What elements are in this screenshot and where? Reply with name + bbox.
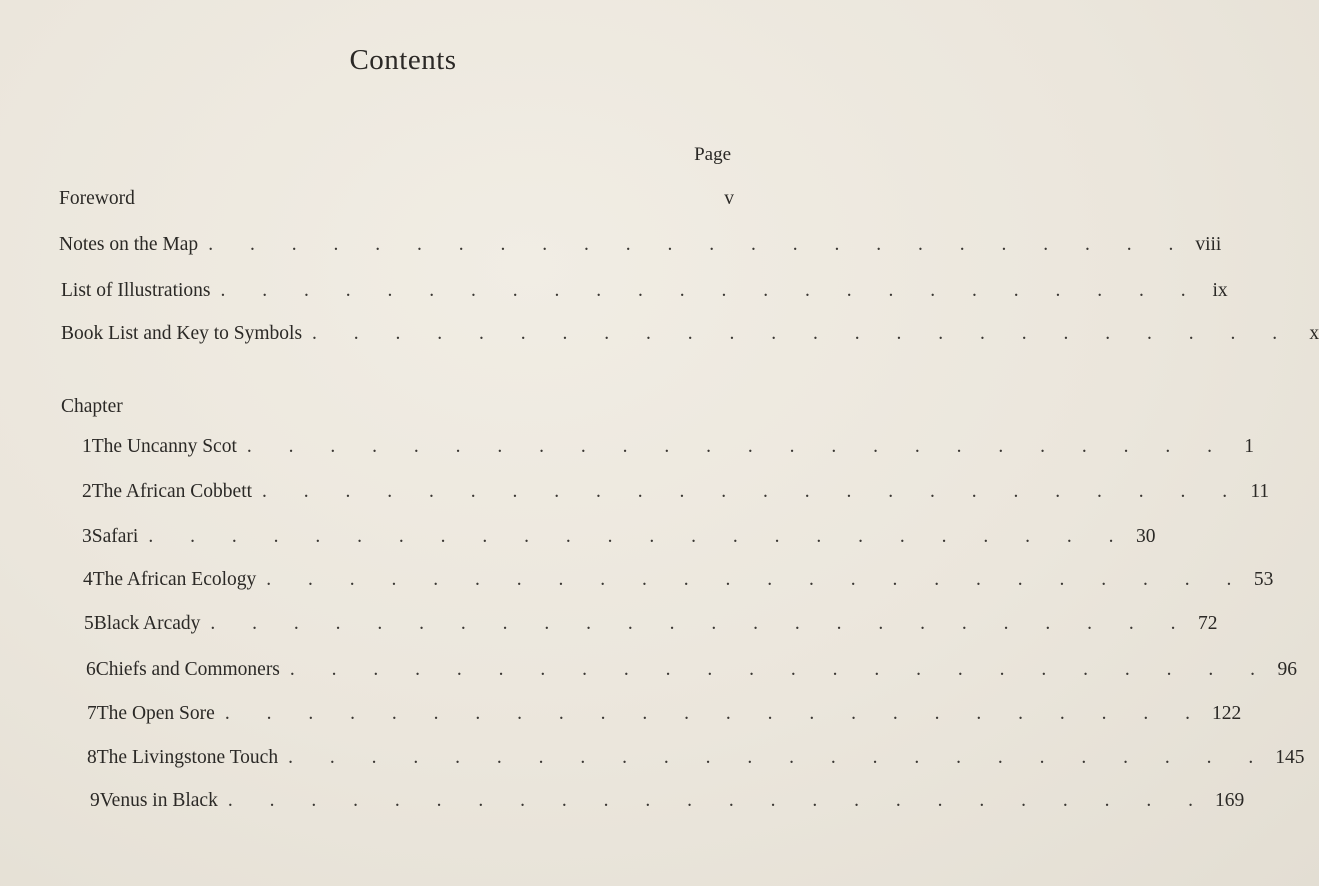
- chapter-number: 9: [90, 790, 100, 811]
- dot-leader: . . . . . . . . . . . . . . . . . . . . . . . .: [288, 747, 1270, 768]
- chapter-label: The Open Sore: [96, 703, 215, 724]
- chapter-number: 7: [87, 703, 97, 724]
- toc-entry-book-list: [61, 323, 1319, 353]
- dot-leader: . . . . . . . . . . . . . . . . . . . . . . . .: [262, 481, 1244, 502]
- toc-chapter-1: [82, 436, 1255, 466]
- chapter-page: 1: [1244, 436, 1255, 457]
- toc-chapter-5: [84, 613, 1218, 643]
- chapter-label: The Uncanny Scot: [91, 436, 237, 457]
- toc-chapter-8: [87, 747, 1305, 777]
- chapter-page: 72: [1198, 613, 1218, 634]
- dot-leader: . . . . . . . . . . . . . . . . . . . . . . . .: [220, 280, 1202, 301]
- chapter-number: 8: [87, 747, 97, 768]
- toc-entry-page: viii: [1195, 234, 1222, 255]
- toc-entry-label: Book List and Key to Symbols: [61, 323, 303, 344]
- chapter-page: 169: [1214, 790, 1245, 811]
- toc-chapter-9: [90, 790, 1245, 820]
- toc-chapter-3: [82, 526, 1156, 556]
- dot-leader: . . . . . . . . . . . . . . . . . . . . . . . .: [266, 569, 1248, 590]
- chapter-number: 4: [83, 569, 93, 590]
- toc-chapter-6: [86, 659, 1298, 689]
- toc-chapter-2: [82, 481, 1270, 511]
- dot-leader: . . . . . . . . . . . . . . . . . . . . . . . .: [148, 526, 1130, 547]
- toc-entry-label: Notes on the Map: [59, 234, 199, 255]
- chapter-number: 3: [82, 526, 92, 547]
- toc-entry-label: Foreword: [59, 188, 135, 209]
- dot-leader: . . . . . . . . . . . . . . . . . . . . . . . .: [312, 323, 1294, 344]
- dot-leader: . . . . . . . . . . . . . . . . . . . . . . . .: [224, 703, 1206, 724]
- chapter-label: Safari: [91, 526, 139, 547]
- dot-leader: . . . . . . . . . . . . . . . . . . . . . . . .: [289, 659, 1272, 680]
- chapter-label: The African Ecology: [92, 569, 257, 590]
- toc-chapter-7: [87, 703, 1242, 733]
- chapter-page: 145: [1275, 747, 1305, 768]
- chapter-number: 2: [82, 481, 92, 502]
- chapter-number: 5: [84, 613, 94, 634]
- chapter-page: 53: [1253, 569, 1274, 590]
- chapter-label: The Livingstone Touch: [96, 747, 279, 768]
- chapter-page: 122: [1211, 703, 1242, 724]
- chapter-page: 11: [1250, 481, 1270, 502]
- chapter-heading: Chapter: [61, 396, 123, 417]
- page-column-label: Page: [694, 144, 731, 165]
- toc-entry-page: v: [724, 188, 734, 209]
- dot-leader: . . . . . . . . . . . . . . . . . . . . . . . .: [227, 790, 1209, 811]
- page-title: Contents: [349, 44, 457, 76]
- chapter-number: 6: [86, 659, 96, 680]
- toc-entry-foreword: [59, 188, 734, 218]
- chapter-label: Black Arcady: [93, 613, 201, 634]
- dot-leader: . . . . . . . . . . . . . . . . . . . . . . . .: [210, 613, 1192, 634]
- dot-leader: . . . . . . . . . . . . . . . . . . . . . . . .: [246, 436, 1229, 457]
- chapter-number: 1: [82, 436, 92, 457]
- chapter-page: 30: [1135, 526, 1156, 547]
- chapter-label: Chiefs and Commoners: [95, 659, 280, 680]
- toc-entry-page: ix: [1212, 280, 1228, 301]
- toc-chapter-4: [83, 569, 1274, 599]
- toc-entry-list-of-illustrations: [61, 280, 1228, 310]
- chapter-label: Venus in Black: [99, 790, 218, 811]
- toc-entry-label: List of Illustrations: [61, 280, 211, 301]
- chapter-label: The African Cobbett: [91, 481, 253, 502]
- chapter-page: 96: [1277, 659, 1298, 680]
- toc-entry-page: x: [1309, 323, 1319, 344]
- toc-entry-notes-on-the-map: [59, 234, 1222, 264]
- dot-leader: . . . . . . . . . . . . . . . . . . . . . . . .: [208, 234, 1190, 255]
